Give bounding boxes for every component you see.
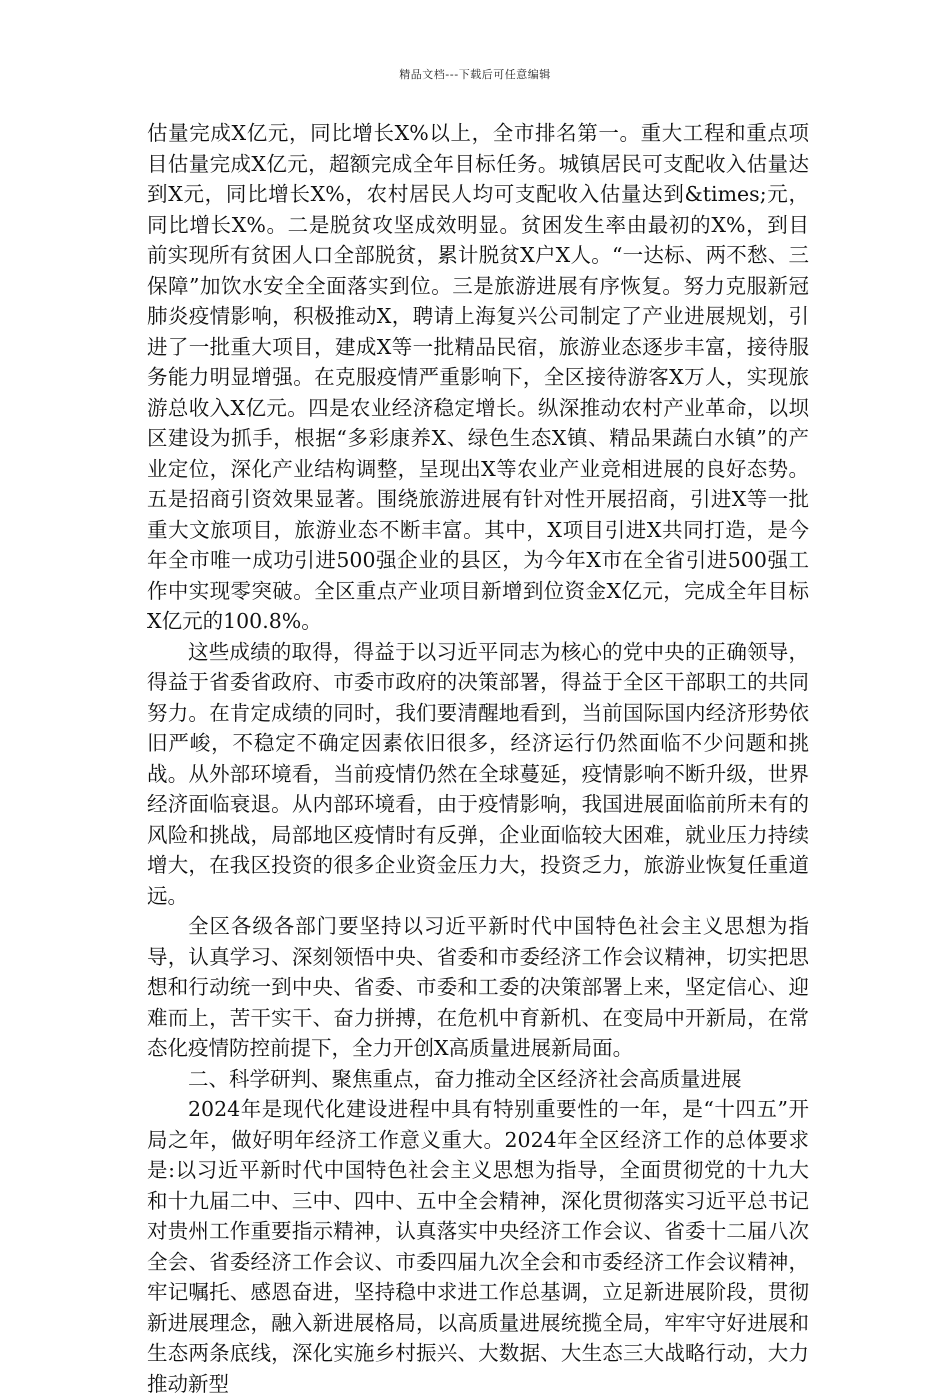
document-body [147, 118, 809, 1399]
paragraph-overall-requirements: 2024年是现代化建设进程中具有特别重要性的一年，是“十四五”开局之年，做好明年经济工作意义重大。2024年全区经济工作的总体要求是:以习近平新时代中国特色社会主义思想为指导，全面贯彻党的十九大和十九届二中、三中、四中、五中全会精神，深化贯彻落实习近平总书记对贵州工作重要指示精神，认真落实中央经济工作会议、省委十二届八次全会、省委经济工作会议、市委四届九次全会和市委经济工作会议精神，牢记嘱托、感恩奋进，坚持稳中求进工作总基调，立足新进展阶段，贯彻新进展理念，融入新进展格局，以高质量进展统揽全局，牢牢守好进展和生态两条底线，深化实施乡村振兴、大数据、大生态三大战略行动，大力推动新型 [147, 1097, 809, 1396]
section-heading: 二、科学研判、聚焦重点，奋力推动全区经济社会高质量进展 [188, 1066, 742, 1091]
page-header: 精品文档---下载后可任意编辑 [399, 68, 551, 81]
paragraph-guidance: 全区各级各部门要坚持以习近平新时代中国特色社会主义思想为指导，认真学习、深刻领悟中央、省委和市委经济工作会议精神，切实把思想和行动统一到中央、省委、市委和工委的决策部署上来，坚定信心、迎难而上，苦干实干、奋力拼搏，在危机中育新机、在变局中开新局，在常态化疫情防控前提下，全力开创X高质量进展新局面。 [147, 914, 809, 1060]
paragraph-achievements: 估量完成X亿元，同比增长X%以上，全市排名第一。重大工程和重点项目估量完成X亿元，超额完成全年目标任务。城镇居民可支配收入估量达到X元，同比增长X%，农村居民人均可支配收入估量达到&times;元，同比增长X%。二是脱贫攻坚成效明显。贫困发生率由最初的X%，到目前实现所有贫困人口全部脱贫，累计脱贫X户X人。“一达标、两不愁、三保障”加饮水安全全面落实到位。三是旅游进展有序恢复。努力克服新冠肺炎疫情影响，积极推动X，聘请上海复兴公司制定了产业进展规划，引进了一批重大项目，建成X等一批精品民宿，旅游业态逐步丰富，接待服务能力明显增强。在克服疫情严重影响下，全区接待游客X万人，实现旅游总收入X亿元。四是农业经济稳定增长。纵深推动农村产业革命，以坝区建设为抓手，根据“多彩康养X、绿色生态X镇、精品果蔬白水镇”的产业定位，深化产业结构调整，呈现出X等农业产业竞相进展的良好态势。五是招商引资效果显著。围绕旅游进展有针对性开展招商，引进X等一批重大文旅项目，旅游业态不断丰富。其中，X项目引进X共同打造，是今年全市唯一成功引进500强企业的县区，为今年X市在全省引进500强工作中实现零突破。全区重点产业项目新增到位资金X亿元，完成全年目标X亿元的100.8%。 [147, 121, 809, 633]
paragraph-causes-and-challenges: 这些成绩的取得，得益于以习近平同志为核心的党中央的正确领导，得益于省委省政府、市委市政府的决策部署，得益于全区干部职工的共同努力。在肯定成绩的同时，我们要清醒地看到，当前国际国内经济形势依旧严峻，不稳定不确定因素依旧很多，经济运行仍然面临不少问题和挑战。从外部环境看，当前疫情仍然在全球蔓延，疫情影响不断升级，世界经济面临衰退。从内部环境看，由于疫情影响，我国进展面临前所未有的风险和挑战，局部地区疫情时有反弹，企业面临较大困难，就业压力持续增大，在我区投资的很多企业资金压力大，投资乏力，旅游业恢复任重道远。 [147, 639, 809, 908]
